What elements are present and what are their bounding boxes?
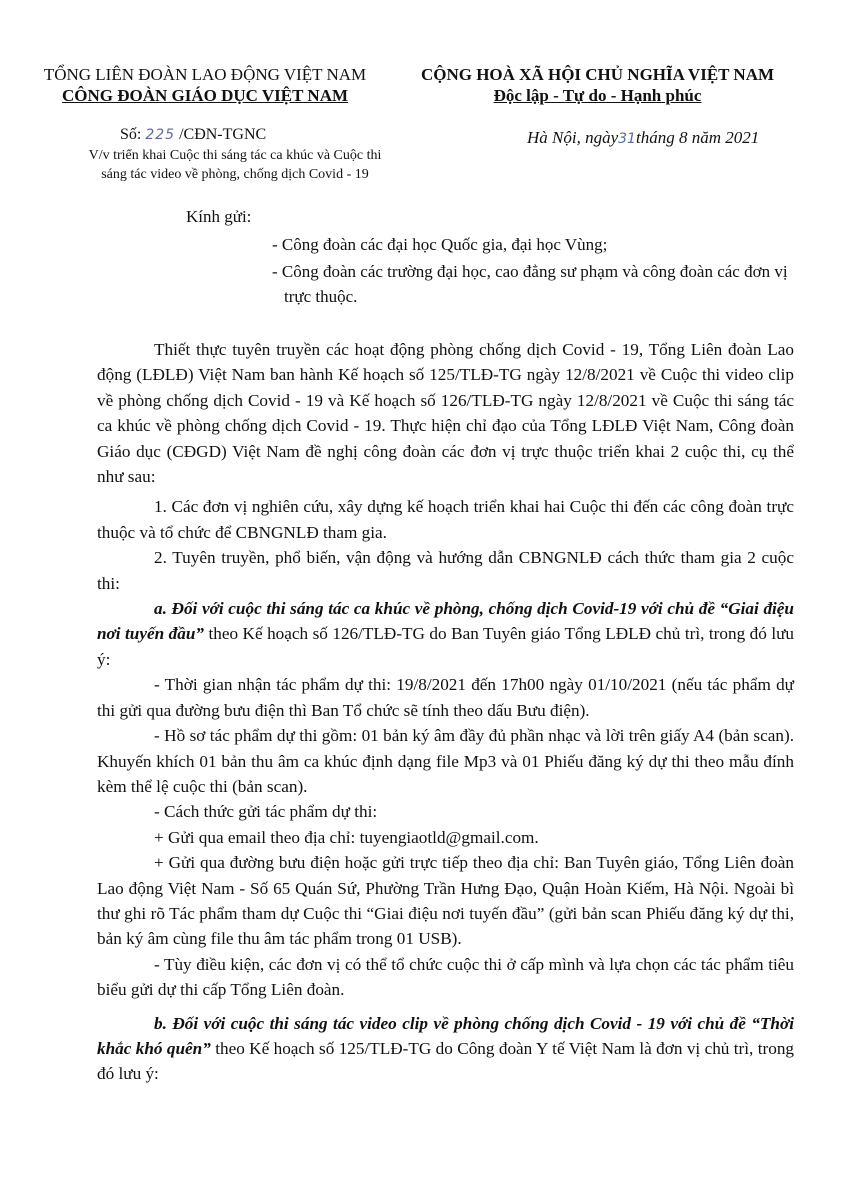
issuer-parent-org: TỔNG LIÊN ĐOÀN LAO ĐỘNG VIỆT NAM [43, 65, 367, 84]
document-body [97, 337, 794, 1087]
section-a-note: - Tùy điều kiện, các đơn vị có thể tổ chức cuộc thi ở cấp mình và lựa chọn các tác phẩm tiêu biểu gửi dự thi cấp Tổng Liên đoàn. [97, 954, 794, 1000]
recipients-label: Kính gửi: [186, 207, 252, 226]
subject-line-1: V/v triển khai Cuộc thi sáng tác ca khúc và Cuộc thi [88, 148, 382, 163]
body-intro: Thiết thực tuyên truyền các hoạt động phòng chống dịch Covid - 19, Tổng Liên đoàn Lao động (LĐLĐ) Việt Nam ban hành Kế hoạch số 125/TLĐ-TG ngày 12/8/2021 về Cuộc thi video clip về phòng chống dịch Covid - 19 và Kế hoạch số 126/TLĐ-TG ngày 12/8/2021 về Cuộc thi sáng tác ca khúc về phòng chống dịch Covid - 19. Thực hiện chỉ đạo của Tổng LĐLĐ Việt Nam, Công đoàn Giáo dục (CĐGD) Việt Nam đề nghị công đoàn các đơn vị trực thuộc triển khai 2 cuộc thi, cụ thể như sau: [97, 340, 794, 487]
date-suffix: tháng 8 năm 2021 [635, 128, 760, 147]
document-date [527, 128, 759, 148]
national-motto: Độc lập - Tự do - Hạnh phúc [493, 86, 702, 105]
section-a-text: theo Kế hoạch số 126/TLĐ-TG do Ban Tuyên giáo Tổng LĐLĐ chủ trì, trong đó lưu ý: [97, 624, 794, 669]
issuer-header [40, 64, 370, 106]
recipient-item: - Công đoàn các trường đại học, cao đẳng sư phạm và công đoàn các đơn vị trực thuộc. [272, 262, 788, 306]
document-subject [40, 146, 430, 184]
section-a-heading: a. Đối với cuộc thi sáng tác ca khúc về phòng, chống dịch Covid-19 với chủ đề “Giai điệu nơi tuyến đầu” [97, 599, 794, 644]
body-item-2: 2. Tuyên truyền, phổ biến, vận động và hướng dẫn CBNGNLĐ cách thức tham gia 2 cuộc thi: [97, 548, 794, 593]
document-number-suffix: /CĐN-TGNC [179, 126, 267, 143]
national-header [400, 64, 795, 106]
section-b-text: theo Kế hoạch số 125/TLĐ-TG do Công đoàn Y tế Việt Nam là đơn vị chủ trì, trong đó lưu ý: [97, 1038, 795, 1084]
date-prefix: Hà Nội, ngày [527, 128, 619, 147]
document-number-prefix: Số: [120, 126, 142, 143]
recipient-item: - Công đoàn các đại học Quốc gia, đại học Vùng; [272, 235, 608, 254]
section-a-profile: - Hồ sơ tác phẩm dự thi gồm: 01 bản ký âm đầy đủ phần nhạc và lời trên giấy A4 (bản scan). Khuyến khích 01 bản thu âm ca khúc định dạng file Mp3 và 01 Phiếu đăng ký dự thi theo mẫu đính kèm thể lệ cuộc thi (bản scan). [97, 726, 794, 796]
section-b [97, 1011, 794, 1087]
section-a-post: + Gửi qua đường bưu điện hoặc gửi trực tiếp theo địa chỉ: Ban Tuyên giáo, Tổng Liên đoàn Lao động Việt Nam - Số 65 Quán Sứ, Phường Trần Hưng Đạo, Quận Hoàn Kiếm, Hà Nội. Ngoài bì thư ghi rõ Tác phẩm tham dự Cuộc thi “Giai điệu nơi tuyến đầu” (gửi bản scan Phiếu đăng ký dự thi, bản ký âm cùng file thu âm tác phẩm trong 01 USB). [97, 853, 794, 949]
document-number [120, 126, 266, 144]
section-a-method: - Cách thức gửi tác phẩm dự thi: [154, 802, 378, 822]
section-a [97, 596, 794, 672]
date-day-handwritten: 31 [618, 131, 636, 147]
national-title: CỘNG HOÀ XÃ HỘI CHỦ NGHĨA VIỆT NAM [420, 65, 775, 84]
body-item-1: 1. Các đơn vị nghiên cứu, xây dựng kế hoạch triển khai hai Cuộc thi đến các công đoàn trực thuộc và tổ chức để CBNGNLĐ tham gia. [97, 497, 794, 542]
subject-line-2: sáng tác video về phòng, chống dịch Covid - 19 [101, 167, 369, 182]
section-a-email: + Gửi qua email theo địa chỉ: tuyengiaotld@gmail.com. [154, 827, 539, 847]
section-a-time: - Thời gian nhận tác phẩm dự thi: 19/8/2021 đến 17h00 ngày 01/10/2021 (nếu tác phẩm dự thi gửi qua đường bưu điện thì Ban Tổ chức sẽ tính theo dấu Bưu điện). [97, 675, 794, 720]
section-b-heading: b. Đối với cuộc thi sáng tác video clip về phòng chống dịch Covid - 19 với chủ đề “Thời khắc khó quên” [97, 1013, 794, 1058]
document-number-handwritten: 225 [145, 127, 176, 143]
issuer-org: CÔNG ĐOÀN GIÁO DỤC VIỆT NAM [61, 86, 349, 105]
